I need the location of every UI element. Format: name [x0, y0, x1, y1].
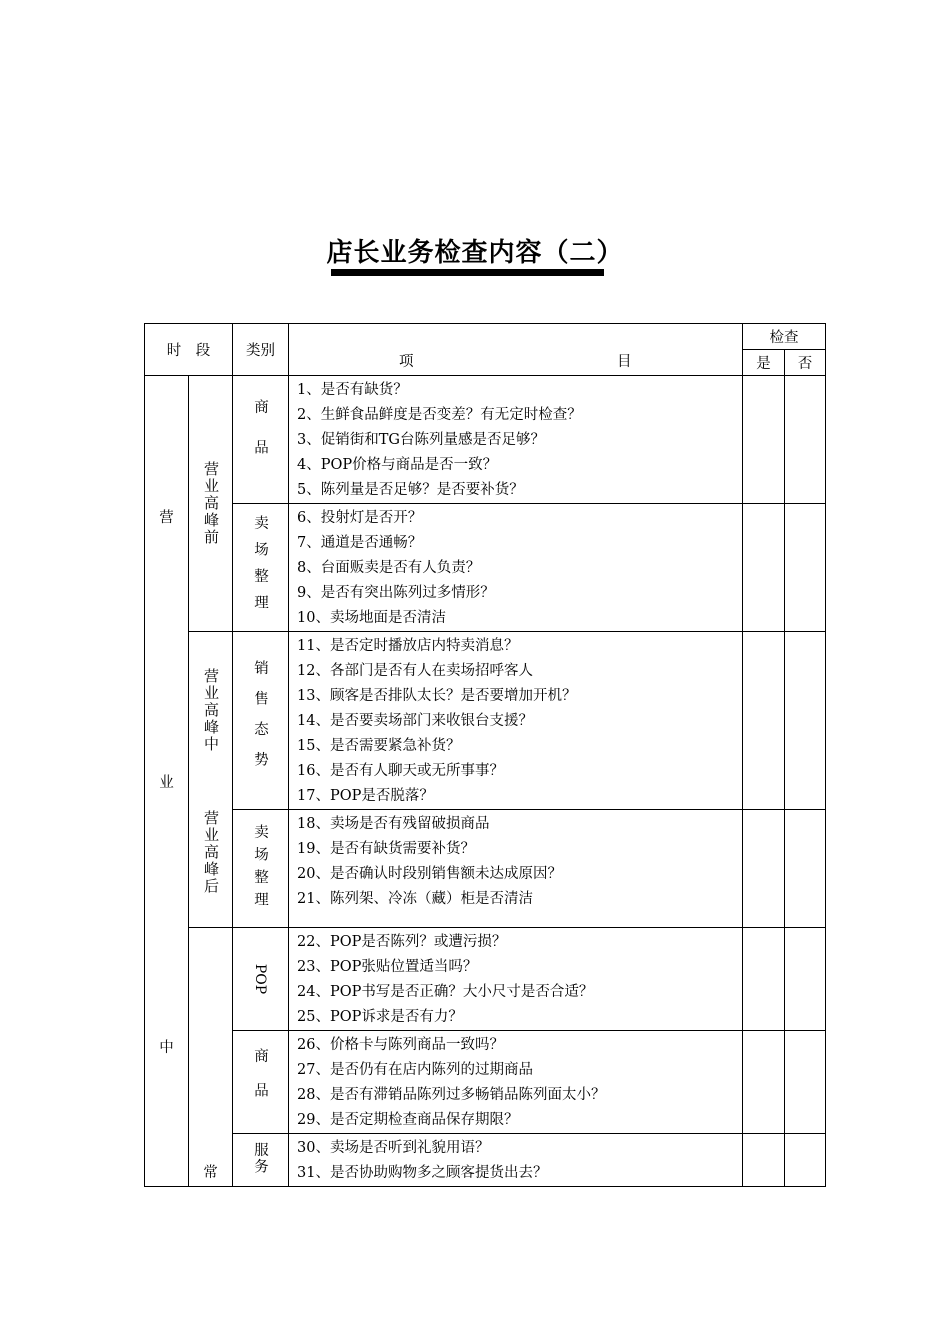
items-group-1	[289, 376, 743, 504]
check-yes-5[interactable]	[743, 928, 785, 1031]
list-item: 20、是否确认时段别销售额未达成原因？	[297, 866, 562, 882]
check-no-4[interactable]	[785, 810, 826, 928]
list-item: 3、促销街和TG台陈列量感是否足够？	[297, 432, 545, 448]
header-item	[289, 324, 743, 376]
check-yes-6[interactable]	[743, 1031, 785, 1134]
check-yes-1[interactable]	[743, 376, 785, 504]
check-no-5[interactable]	[785, 928, 826, 1031]
items-group-4	[289, 810, 743, 928]
phase-before	[189, 376, 233, 632]
header-yes: 是	[743, 350, 785, 376]
list-item: 22、POP是否陈列？或遭污损？	[297, 934, 507, 950]
items-group-2	[289, 504, 743, 632]
list-item: 8、台面贩卖是否有人负责？	[297, 560, 481, 576]
header-period: 时 段	[145, 324, 233, 376]
list-item: 1、是否有缺货？	[297, 382, 408, 398]
check-no-2[interactable]	[785, 504, 826, 632]
list-item: 23、POP张贴位置适当吗？	[297, 959, 478, 975]
header-check: 检查	[743, 324, 826, 350]
phase-after	[189, 810, 233, 1187]
header-category: 类别	[233, 324, 289, 376]
document-title: 店长业务检查内容（二）	[326, 238, 624, 268]
list-item: 14、是否要卖场部门来收银台支援？	[297, 713, 533, 729]
items-group-3	[289, 632, 743, 810]
title-underline	[331, 269, 604, 276]
items-group-7	[289, 1134, 743, 1187]
list-item: 13、顾客是否排队太长？是否要增加开机？	[297, 688, 577, 704]
list-item: 26、价格卡与陈列商品一致吗？	[297, 1037, 504, 1053]
phase-regular-label: 常	[203, 1165, 218, 1181]
check-yes-3[interactable]	[743, 632, 785, 810]
category-6-label: 商品	[252, 1047, 268, 1117]
check-yes-2[interactable]	[743, 504, 785, 632]
list-item: 18、卖场是否有残留破损商品	[297, 816, 490, 832]
check-no-1[interactable]	[785, 376, 826, 504]
list-item: 7、通道是否通畅？	[297, 535, 423, 551]
check-yes-4[interactable]	[743, 810, 785, 928]
list-item: 19、是否有缺货需要补货？	[297, 841, 475, 857]
category-7-label: 服务	[252, 1141, 268, 1175]
checklist-table	[144, 323, 826, 1187]
list-item: 9、是否有突出陈列过多情形？	[297, 585, 495, 601]
list-item: 30、卖场是否听到礼貌用语？	[297, 1140, 490, 1156]
check-no-3[interactable]	[785, 632, 826, 810]
category-2-label: 卖场整理	[252, 514, 268, 621]
header-no: 否	[785, 350, 826, 376]
list-item: 27、是否仍有在店内陈列的过期商品	[297, 1062, 533, 1078]
list-item: 6、投射灯是否开？	[297, 510, 423, 526]
phase-during-label: 营业高峰中	[202, 668, 220, 753]
period-char-2: 业	[159, 774, 174, 791]
category-1-label: 商品	[252, 399, 268, 480]
category-cell-5	[233, 928, 289, 1031]
header-item-a: 项	[399, 353, 414, 370]
list-item: 25、POP诉求是否有力？	[297, 1009, 463, 1025]
list-item: 10、卖场地面是否清洁	[297, 610, 446, 626]
list-item: 16、是否有人聊天或无所事事？	[297, 763, 504, 779]
category-5-label: POP	[252, 963, 269, 995]
check-no-7[interactable]	[785, 1134, 826, 1187]
list-item: 29、是否定期检查商品保存期限？	[297, 1112, 519, 1128]
list-item: 12、各部门是否有人在卖场招呼客人	[297, 663, 533, 679]
check-no-6[interactable]	[785, 1031, 826, 1134]
category-cell-3	[233, 632, 289, 810]
list-item: 31、是否协助购物多之顾客提货出去？	[297, 1165, 548, 1181]
period-char-3: 中	[159, 1039, 174, 1056]
category-cell-6	[233, 1031, 289, 1134]
list-item: 24、POP书写是否正确？大小尺寸是否合适？	[297, 984, 594, 1000]
items-group-6	[289, 1031, 743, 1134]
period-char-1: 营	[159, 509, 174, 526]
check-yes-7[interactable]	[743, 1134, 785, 1187]
category-3-label: 销售态势	[252, 659, 268, 782]
category-cell-2	[233, 504, 289, 632]
list-item: 15、是否需要紧急补货？	[297, 738, 461, 754]
list-item: 21、陈列架、冷冻（藏）柜是否清洁	[297, 891, 533, 907]
items-group-5	[289, 928, 743, 1031]
list-item: 2、生鲜食品鲜度是否变差？有无定时检查？	[297, 407, 582, 423]
phase-after-label: 营业高峰后	[202, 810, 220, 895]
period-cell	[145, 376, 189, 1187]
list-item: 11、是否定时播放店内特卖消息？	[297, 638, 519, 654]
list-item: 5、陈列量是否足够？是否要补货？	[297, 482, 524, 498]
list-item: 28、是否有滞销品陈列过多畅销品陈列面太小？	[297, 1087, 606, 1103]
category-cell-7	[233, 1134, 289, 1187]
header-item-b: 目	[617, 353, 632, 370]
category-cell-1	[233, 376, 289, 504]
list-item: 17、POP是否脱落？	[297, 788, 434, 804]
category-cell-4	[233, 810, 289, 928]
list-item: 4、POP价格与商品是否一致？	[297, 457, 498, 473]
category-4-label: 卖场整理	[252, 823, 268, 914]
phase-before-label: 营业高峰前	[202, 461, 220, 546]
